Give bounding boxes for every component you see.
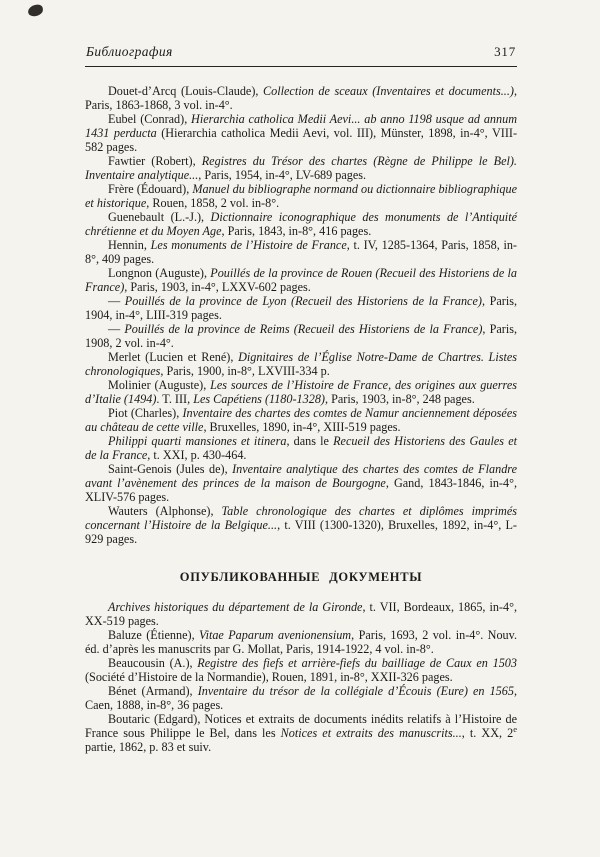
entry-segment: Dictionnaire iconographique des monuments de l’Antiquité chrétienne et du Moyen Age: [85, 210, 517, 238]
bibliography-entry: [85, 182, 517, 210]
running-header: [85, 44, 517, 60]
entry-segment: Vitae Paparum avenionensium: [199, 628, 352, 642]
entry-segment: Philippi quarti mansiones et itinera: [108, 434, 287, 448]
entry-segment: Les sources de l’Histoire de France, des origines aux guerres d’Italie (1494): [85, 378, 517, 406]
entry-segment: —: [108, 294, 125, 308]
entry-segment: Inventaire analytique des chartes des comtes de Flandre avant l’avènement des princes de la maison de Bourgogne: [85, 462, 517, 490]
entry-segment: Dignitaires de l’Église Notre-Dame de Chartres. Listes chronologiques: [85, 350, 517, 378]
bibliography-entry: [85, 294, 517, 322]
entry-segment: e: [513, 723, 518, 734]
entry-segment: Frère (Édouard),: [108, 182, 193, 196]
bibliography-entry: [85, 154, 517, 182]
bibliography-entry: [85, 406, 517, 434]
entry-segment: partie, 1862, p. 83 et suiv.: [85, 740, 212, 754]
entry-segment: Inventaire des chartes des comtes de Namur anciennement déposées au château de cette ville: [85, 406, 517, 434]
entry-segment: Pouillés de la province de Rouen (Recueil des Historiens de la France): [85, 266, 517, 294]
entry-segment: Piot (Charles),: [108, 406, 183, 420]
bibliography-entry: [85, 350, 517, 378]
entry-segment: , Gand, 1843-1846, in-4°, XLIV-576 pages.: [85, 476, 517, 504]
entry-segment: , t. IV, 1285-1364, Paris, 1858, in-8°, 409 pages.: [85, 238, 517, 266]
entry-segment: Pouillés de la province de Reims (Recueil des Historiens de la France): [124, 322, 483, 336]
page-number: 317: [494, 44, 516, 59]
bibliography-entry: [85, 238, 517, 266]
bibliography-entry: [85, 504, 517, 546]
entry-segment: , t. XXI, p. 430-464.: [147, 448, 247, 462]
entry-segment: Registre des fiefs et arrière-fiefs du bailliage de Caux en 1503: [197, 656, 517, 670]
bibliography-entry: [85, 628, 517, 656]
entry-segment: Archives historiques du département de la Gironde: [108, 600, 363, 614]
entry-segment: Longnon (Auguste),: [108, 266, 211, 280]
entry-segment: Table chronologique des chartes et diplômes imprimés concernant l’Histoire de la Belgique...: [85, 504, 517, 532]
entry-segment: (Société d’Histoire de la Normandie), Rouen, 1891, in-8°, XXII-326 pages.: [85, 670, 453, 684]
entry-segment: Douet-d’Arcq (Louis-Claude),: [108, 84, 264, 98]
entry-segment: , Paris, 1693, 2 vol. in-4°. Nouv. éd. d’après les manuscrits par G. Mollat, Paris, 1914-1922, 4 vol. in-8°.: [85, 628, 518, 656]
entry-segment: Notices et extraits des manuscrits...: [280, 726, 462, 740]
entry-segment: Baluze (Étienne),: [108, 628, 200, 642]
entry-segment: , Bruxelles, 1890, in-4°, XIII-519 pages.: [203, 420, 401, 434]
entry-segment: , Paris, 1904, in-4°, LIII-319 pages.: [85, 294, 518, 322]
entry-segment: , t. VIII (1300-1320), Bruxelles, 1892, in-4°, L-929 pages.: [85, 518, 517, 546]
entry-segment: Pouillés de la province de Lyon (Recueil des Historiens de la France): [124, 294, 482, 308]
published-documents-list: [85, 600, 517, 754]
entry-segment: —: [108, 322, 125, 336]
scan-artifact: [27, 4, 44, 17]
entry-segment: Bénet (Armand),: [108, 684, 198, 698]
entry-segment: Wauters (Alphonse),: [108, 504, 222, 518]
entry-segment: Les monuments de l’Histoire de France: [150, 238, 347, 252]
entry-segment: , Paris, 1954, in-4°, LV-689 pages.: [198, 168, 367, 182]
entry-segment: , Paris, 1908, 2 vol. in-4°.: [85, 322, 518, 350]
entry-segment: , t. XX, 2: [461, 726, 514, 740]
entry-segment: , Paris, 1900, in-8°, LXVIII-334 p.: [160, 364, 330, 378]
bibliography-entry: [85, 84, 517, 112]
bibliography-entry: [85, 322, 517, 350]
entry-segment: , Paris, 1903, in-4°, LXXV-602 pages.: [124, 280, 311, 294]
entry-segment: (Hierarchia catholica Medii Aevi, vol. III), Münster, 1898, in-4°, VIII-582 pages.: [85, 126, 518, 154]
bibliography-entry: [85, 684, 517, 712]
bibliography-entry: [85, 712, 517, 754]
entry-segment: Guenebault (L.-J.),: [108, 210, 211, 224]
bibliography-list: [85, 84, 517, 546]
entry-segment: , Paris, 1903, in-8°, 248 pages.: [325, 392, 475, 406]
entry-segment: , Caen, 1888, in-8°, 36 pages.: [85, 684, 518, 712]
header-rule: [85, 66, 517, 67]
bibliography-entry: [85, 434, 517, 462]
entry-segment: Hierarchia catholica Medii Aevi... ab anno 1198 usque ad annum 1431 perducta: [85, 112, 517, 140]
entry-segment: Boutaric (Edgard), Notices et extraits de documents inédits relatifs à l’Histoire de France sous Philippe le Bel, dans les: [85, 712, 517, 740]
bibliography-entry: [85, 600, 517, 628]
section-heading: ОПУБЛИКОВАННЫЕ ДОКУМЕНТЫ: [179, 570, 423, 584]
entry-segment: , t. VII, Bordeaux, 1865, in-4°, XX-519 pages.: [85, 600, 517, 628]
bibliography-entry: [85, 266, 517, 294]
entry-segment: Hennin,: [108, 238, 151, 252]
bibliography-entry: [85, 210, 517, 238]
bibliography-entry: [85, 378, 517, 406]
entry-segment: Molinier (Auguste),: [108, 378, 211, 392]
entry-segment: Saint-Genois (Jules de),: [108, 462, 233, 476]
entry-segment: , Paris, 1843, in-8°, 416 pages.: [221, 224, 372, 238]
bibliography-entry: [85, 462, 517, 504]
entry-segment: , Rouen, 1858, 2 vol. in-8°.: [146, 196, 280, 210]
entry-segment: , Paris, 1863-1868, 3 vol. in-4°.: [85, 84, 517, 112]
entry-segment: . T. III,: [156, 392, 194, 406]
bibliography-entry: [85, 656, 517, 684]
entry-segment: Fawtier (Robert),: [108, 154, 202, 168]
entry-segment: Beaucousin (A.),: [108, 656, 198, 670]
entry-segment: , dans le: [286, 434, 334, 448]
entry-segment: Registres du Trésor des chartes (Règne de Philippe le Bel). Inventaire analytique...: [85, 154, 517, 182]
bibliography-entry: [85, 112, 517, 154]
entry-segment: Inventaire du trésor de la collégiale d’Écouis (Eure) en 1565: [197, 684, 514, 698]
entry-segment: Manuel du bibliographe normand ou dictionnaire bibliographique et historique: [85, 182, 517, 210]
entry-segment: Merlet (Lucien et René),: [108, 350, 239, 364]
entry-segment: Recueil des Historiens des Gaules et de la France: [85, 434, 518, 462]
running-header-title: Библиография: [86, 44, 173, 59]
entry-segment: Les Capétiens (1180-1328): [193, 392, 325, 406]
entry-segment: Eubel (Conrad),: [108, 112, 192, 126]
entry-segment: Collection de sceaux (Inventaires et documents...): [263, 84, 514, 98]
